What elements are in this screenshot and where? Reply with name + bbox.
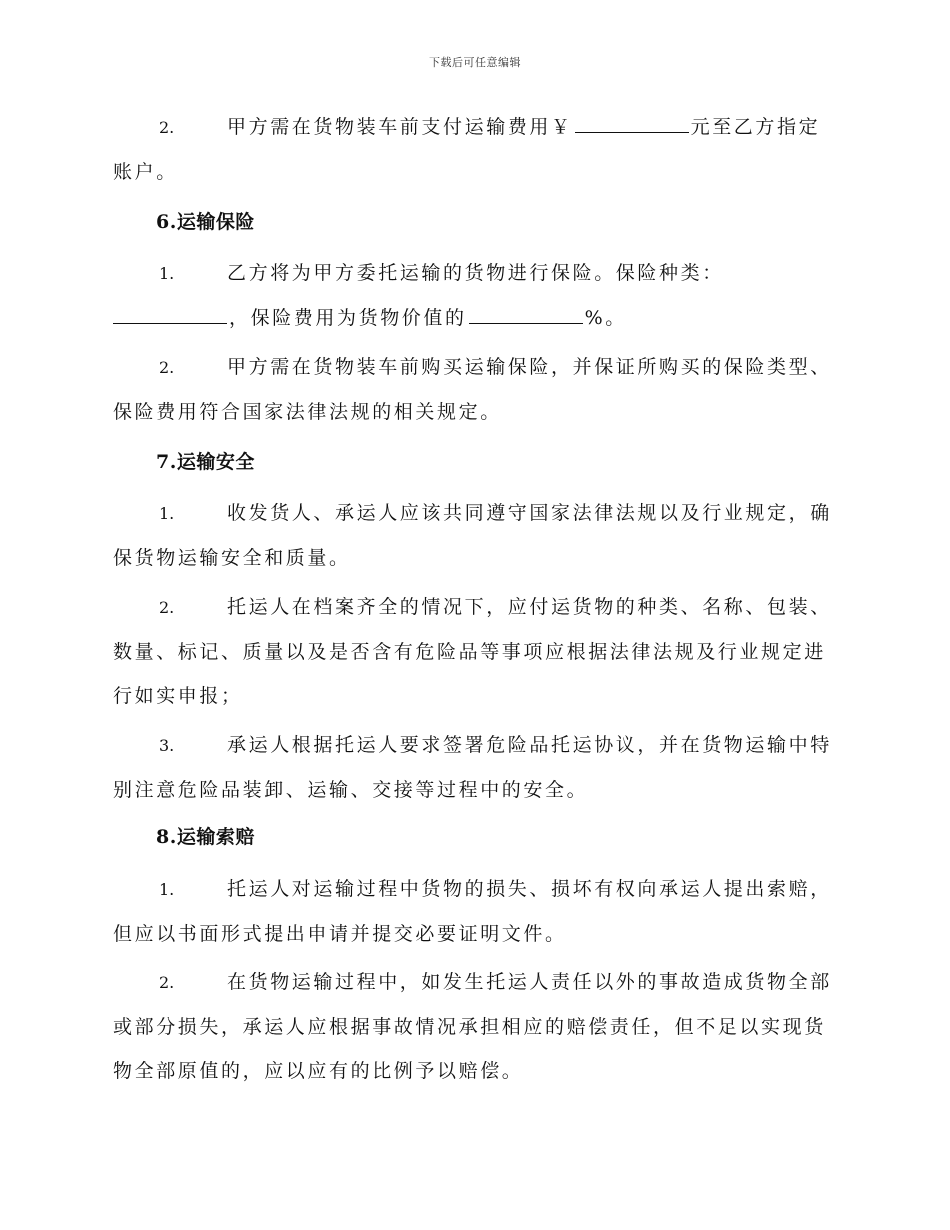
fill-blank-insurance-type (113, 304, 227, 324)
clause-text: 乙方将为甲方委托运输的货物进行保险。保险种类： (227, 262, 724, 284)
clause-number: 2. (159, 118, 175, 137)
fill-blank-insurance-rate (469, 304, 583, 324)
clause-number: 1. (159, 880, 175, 899)
clause-text-middle: ，保险费用为货物价值的 (229, 307, 467, 329)
clause-5-2 (113, 105, 833, 194)
clause-text: 甲方需在货物装车前支付运输费用￥ (227, 116, 573, 138)
fill-blank-fee (575, 113, 689, 133)
clause-8-1 (113, 867, 833, 956)
clause-7-1 (113, 491, 833, 580)
clause-text: 托运人在档案齐全的情况下，应付运货物的种类、名称、包装、数量、标记、质量以及是否含有危险品等事项应根据法律法规及行业规定进行如实申报； (113, 596, 832, 707)
clause-number: 3. (159, 736, 175, 755)
clause-text: 托运人对运输过程中货物的损失、损坏有权向承运人提出索赔，但应以书面形式提出申请并提交必要证明文件。 (113, 878, 832, 945)
section-heading-6: 6.运输保险 (156, 211, 255, 233)
section-heading-7: 7.运输安全 (156, 451, 255, 473)
clause-number: 1. (159, 264, 175, 283)
clause-6-2 (113, 345, 833, 434)
clause-8-2 (113, 960, 833, 1093)
clause-text: 甲方需在货物装车前购买运输保险，并保证所购买的保险类型、保险费用符合国家法律法规的相关规定。 (113, 356, 832, 423)
clause-text-after: %。 (584, 307, 627, 329)
clause-7-2 (113, 585, 833, 718)
clause-text: 承运人根据托运人要求签署危险品托运协议，并在货物运输中特别注意危险品装卸、运输、交接等过程中的安全。 (113, 734, 832, 801)
section-heading-8: 8.运输索赔 (156, 826, 255, 848)
clause-number: 1. (159, 504, 175, 523)
clause-number: 2. (159, 598, 175, 617)
clause-text-after: 元至乙方指定账户。 (113, 116, 821, 183)
clause-text: 在货物运输过程中，如发生托运人责任以外的事故造成货物全部或部分损失，承运人应根据事故情况承担相应的赔偿责任，但不足以实现货物全部原值的，应以应有的比例予以赔偿。 (113, 971, 832, 1082)
clause-number: 2. (159, 358, 175, 377)
clause-number: 2. (159, 973, 175, 992)
page-header-note: 下载后可任意编辑 (429, 56, 521, 69)
clause-text: 收发货人、承运人应该共同遵守国家法律法规以及行业规定，确保货物运输安全和质量。 (113, 502, 832, 569)
clause-6-1 (113, 251, 833, 340)
clause-7-3 (113, 723, 833, 812)
